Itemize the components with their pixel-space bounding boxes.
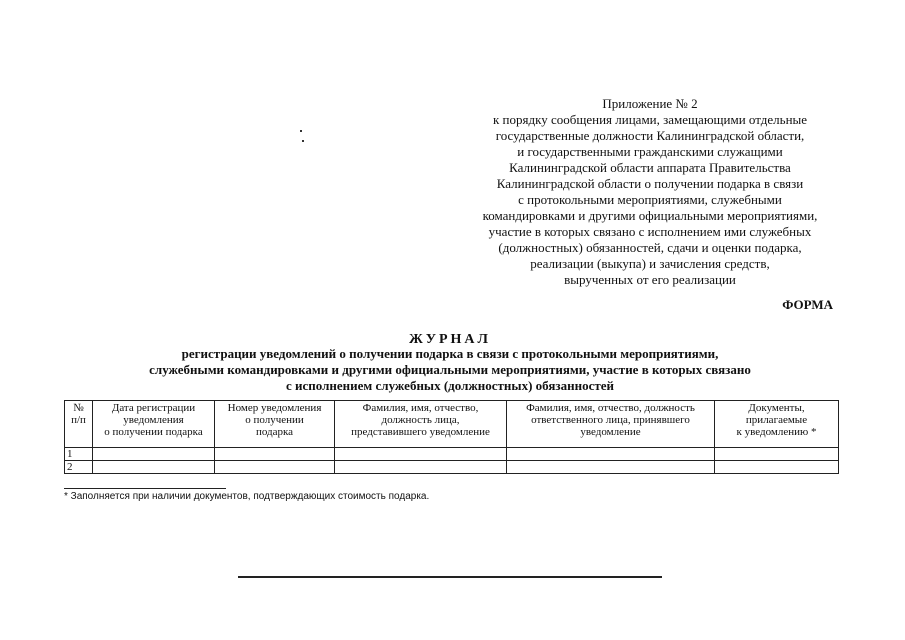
table-cell: [215, 448, 335, 461]
table-cell: [215, 461, 335, 474]
appendix-line: вырученных от его реализации: [564, 272, 736, 287]
appendix-line: реализации (выкупа) и зачисления средств,: [530, 256, 770, 271]
table-cell: [507, 448, 715, 461]
appendix-line: Приложение № 2: [602, 96, 698, 111]
subtitle-line: регистрации уведомлений о получении подарка в связи с протокольными мероприятиями,: [181, 346, 719, 361]
appendix-line: участие в которых связано с исполнением ими служебных: [488, 224, 812, 239]
subtitle-line: служебными командировками и другими официальными мероприятиями, участие в которых связано: [149, 362, 751, 377]
col-header-notification-number: Номер уведомления о получении подарка: [215, 401, 335, 448]
table-cell: [335, 448, 507, 461]
appendix-line: Калининградской области аппарата Правительства: [509, 160, 791, 175]
col-header-submitter: Фамилия, имя, отчество, должность лица, представившего уведомление: [335, 401, 507, 448]
table-cell: [715, 448, 839, 461]
table-cell: [93, 448, 215, 461]
table-cell: [715, 461, 839, 474]
appendix-line: к порядку сообщения лицами, замещающими отдельные: [492, 112, 808, 127]
table-row: [65, 461, 839, 474]
appendix-block: [440, 96, 860, 288]
col-header-documents: Документы, прилагаемые к уведомлению *: [715, 401, 839, 448]
appendix-line: и государственными гражданскими служащими: [517, 144, 783, 159]
document-title: ЖУРНАЛ: [409, 332, 491, 347]
appendix-line: Калининградской области о получении подарка в связи: [496, 176, 804, 191]
table-cell: [93, 461, 215, 474]
col-header-number: № п/п: [65, 401, 93, 448]
footnote-divider: [64, 488, 226, 489]
table-cell: [335, 461, 507, 474]
appendix-line: (должностных) обязанностей, сдачи и оценки подарка,: [498, 240, 802, 255]
scan-speck: [300, 130, 302, 132]
table-row: [65, 448, 839, 461]
col-header-registration-date: Дата регистрации уведомления о получении подарка: [93, 401, 215, 448]
document-subtitle: [70, 346, 830, 394]
subtitle-line: с исполнением служебных (должностных) обязанностей: [286, 378, 614, 393]
journal-table: [64, 400, 839, 474]
table-cell: 2: [65, 461, 93, 474]
table-cell: 1: [65, 448, 93, 461]
col-header-receiver: Фамилия, имя, отчество, должность ответственного лица, принявшего уведомление: [507, 401, 715, 448]
table-cell: [507, 461, 715, 474]
table-header-row: [65, 401, 839, 448]
bottom-rule: [238, 576, 662, 578]
scan-speck: [302, 140, 304, 142]
appendix-line: государственные должности Калининградской области,: [495, 128, 805, 143]
form-label: ФОРМА: [782, 297, 833, 312]
appendix-line: командировками и другими официальными мероприятиями,: [482, 208, 818, 223]
appendix-line: с протокольными мероприятиями, служебными: [518, 192, 782, 207]
footnote: * Заполняется при наличии документов, подтверждающих стоимость подарка.: [64, 491, 430, 502]
